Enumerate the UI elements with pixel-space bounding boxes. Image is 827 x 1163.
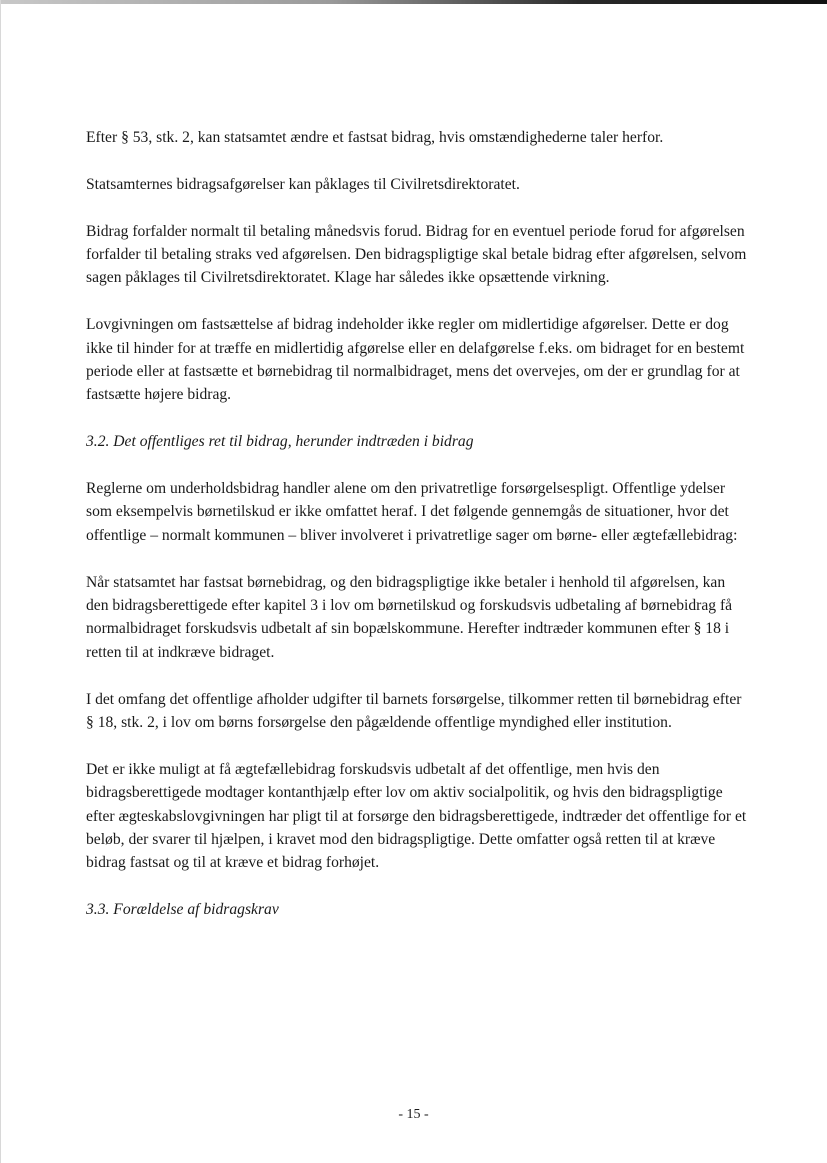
paragraph-public-expenses: I det omfang det offentlige afholder udgifter til barnets forsørgelse, tilkommer retten til børnebidrag efter § 18, stk. 2, i lov om børns forsørgelse den pågældende offentlige myndighed eller institution. (86, 690, 742, 732)
section-heading-3-2: 3.2. Det offentliges ret til bidrag, herunder indtræden i bidrag (86, 433, 474, 451)
paragraph-interim-decisions: Lovgivningen om fastsættelse af bidrag indeholder ikke regler om midlertidige afgørelser. Dette er dog ikke til hinder for at træffe en midlertidig afgørelse eller en delafgørelse f.eks. om bidraget for en bestemt periode eller at fastsætte et børnebidrag til normalbidraget, mens det overvejes, om der er grundlag for at fastsætte højere bidrag. (86, 316, 745, 404)
scan-edge-top (0, 0, 827, 4)
scan-edge-left (0, 0, 1, 1163)
paragraph-advance-payment: Når statsamtet har fastsat børnebidrag, og den bidragspligtige ikke betaler i henhold til afgørelsen, kan den bidragsberettigede efter kapitel 3 i lov om børnetilskud og forskudsvis udbetaling af børnebidrag få normalbidraget forskudsvis udbetalt af sin bopælskommune. Herefter indtræder kommunen efter § 18 i retten til at indkræve bidraget. (86, 573, 733, 661)
paragraph-amendment: Efter § 53, stk. 2, kan statsamtet ændre et fastsat bidrag, hvis omstændighederne taler herfor. (86, 129, 664, 146)
page-body (86, 126, 748, 945)
paragraph-appeal: Statsamternes bidragsafgørelser kan påklages til Civilretsdirektoratet. (86, 175, 520, 193)
paragraph-maintenance-rules: Reglerne om underholdsbidrag handler alene om den privatretlige forsørgelsespligt. Offentlige ydelser som eksempelvis børnetilskud er ikke omfattet heraf. I det følgende gennemgås de situationer, hvor det offentlige – normalt kommunen – bliver involveret i privatretlige sager om børne- eller ægtefællebidrag: (86, 480, 738, 544)
section-heading-3-3: 3.3. Forældelse af bidragskrav (86, 901, 279, 919)
paragraph-payment: Bidrag forfalder normalt til betaling månedsvis forud. Bidrag for en eventuel periode forud for afgørelsen forfalder til betaling straks ved afgørelsen. Den bidragspligtige skal betale bidrag efter afgørelsen, selvom sagen påklages til Civilretsdirektoratet. Klage har således ikke opsættende virkning. (86, 222, 747, 287)
page-number: - 15 - (398, 1107, 429, 1122)
paragraph-spousal-support: Det er ikke muligt at få ægtefællebidrag forskudsvis udbetalt af det offentlige, men hvis den bidragsberettigede modtager kontanthjælp efter lov om aktiv socialpolitik, og hvis den bidragspligtige efter ægteskabslovgivningen har pligt til at forsørge den bidragsberettigede, indtræder det offentlige for et beløb, der svarer til hjælpen, i kravet mod den bidragspligtige. Dette omfatter også retten til at kræve bidrag fastsat og til at kræve et bidrag forhøjet. (86, 760, 747, 872)
